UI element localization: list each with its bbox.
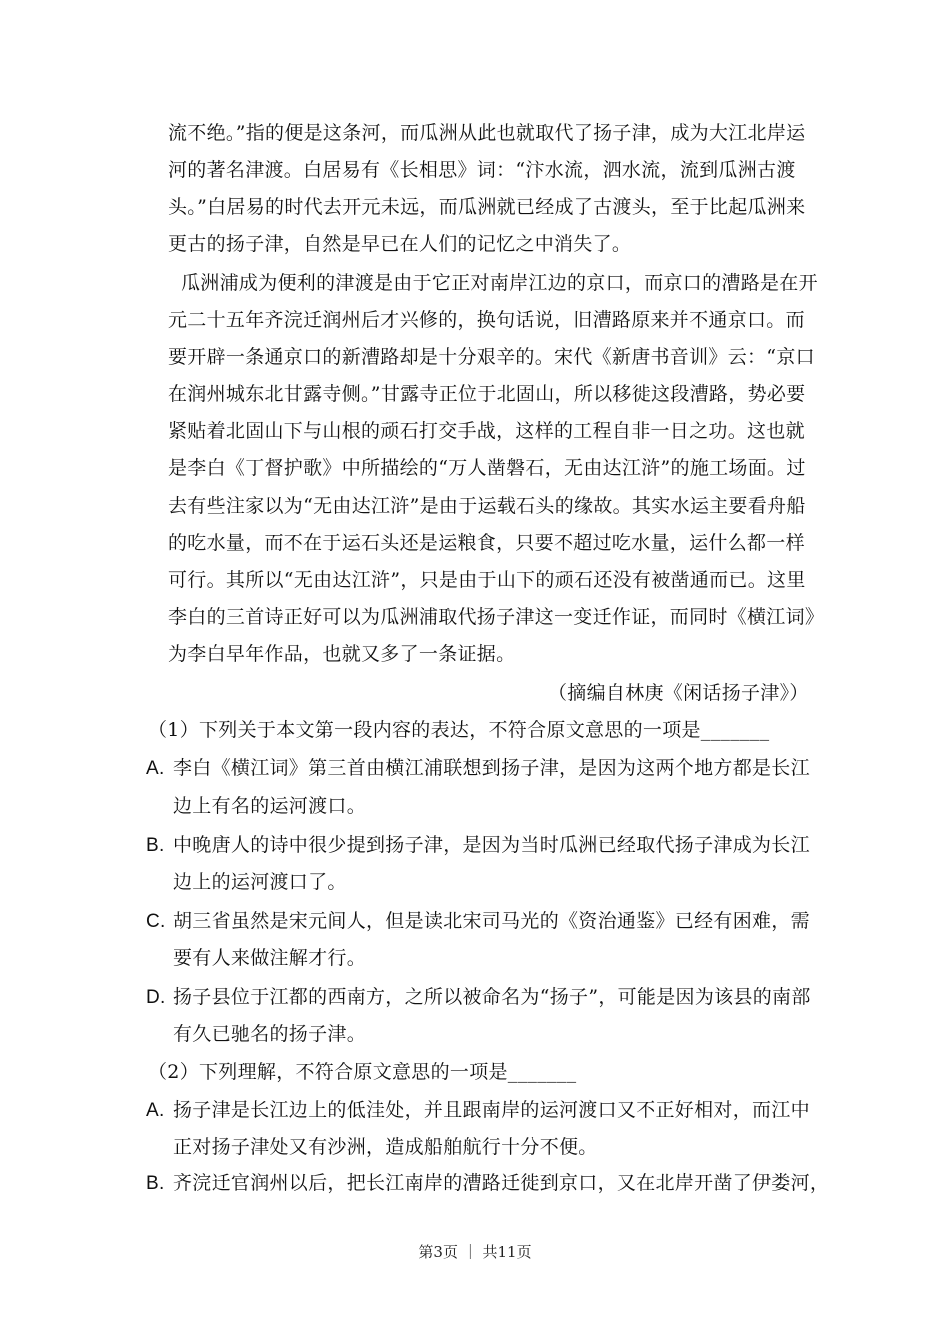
passage-p2-line-11: 为李白早年作品，也就又多了一条证据。: [168, 643, 516, 665]
passage-p2-line-7: 去有些注家以为“无由达江浒”是由于运载石头的缘故。其实水运主要看舟船: [168, 495, 806, 517]
passage-p2-line-10: 李白的三首诗正好可以为瓜洲浦取代扬子津这一变迁作证，而同时《横江词》: [168, 606, 825, 628]
q1-option-d-text-2: 有久已驰名的扬子津。: [173, 1023, 367, 1045]
q1-stem: （1）下列关于本文第一段内容的表达，不符合原文意思的一项是_______: [148, 719, 770, 741]
q1-option-b-text-2: 边上的运河渡口了。: [173, 871, 347, 893]
q1-option-c-text-2: 要有人来做注解才行。: [173, 947, 367, 969]
passage-p2-line-6: 是李白《丁督护歌》中所描绘的“万人凿磐石，无由达江浒”的施工场面。过: [168, 457, 806, 479]
q1-option-a-label: A.: [146, 758, 165, 779]
passage-p2-line-3: 要开辟一条通京口的新漕路却是十分艰辛的。宋代《新唐书音训》云：“京口: [168, 346, 815, 368]
page-footer: 第3页 ｜ 共11页: [418, 1243, 532, 1261]
passage-p1-line-1: 流不绝。”指的便是这条河，而瓜洲从此也就取代了扬子津，成为大江北岸运: [168, 122, 806, 144]
q1-option-c-label: C.: [146, 911, 166, 932]
passage-p2-line-2: 元二十五年齐浣迁润州后才兴修的，换句话说，旧漕路原来并不通京口。而: [168, 309, 805, 331]
passage-p1-line-3: 头。”白居易的时代去开元未远，而瓜洲就已经成了古渡头，至于比起瓜洲来: [168, 196, 806, 218]
passage-p2-line-4: 在润州城东北甘露寺侧。”甘露寺正位于北固山，所以移徙这段漕路，势必要: [168, 383, 806, 405]
q1-option-a-text-2: 边上有名的运河渡口。: [173, 795, 367, 817]
passage-p2-line-9: 可行。其所以“无由达江浒”，只是由于山下的顽石还没有被凿通而已。这里: [168, 569, 806, 591]
q2-option-a-label: A.: [146, 1100, 165, 1121]
q1-option-c-text-1: 胡三省虽然是宋元间人，但是读北宋司马光的《资治通鉴》已经有困难，需: [173, 910, 810, 932]
q1-option-b-label: B.: [146, 835, 165, 856]
q1-option-b-text-1: 中晚唐人的诗中很少提到扬子津，是因为当时瓜洲已经取代扬子津成为长江: [173, 834, 810, 856]
q2-option-a-text-2: 正对扬子津处又有沙洲，造成船舶航行十分不便。: [173, 1136, 598, 1158]
q2-option-a-text-1: 扬子津是长江边上的低洼处，并且跟南岸的运河渡口又不正好相对，而江中: [173, 1099, 810, 1121]
passage-p2-line-5: 紧贴着北固山下与山根的顽石打交手战，这样的工程自非一日之功。这也就: [168, 420, 805, 442]
q2-option-b-label: B.: [146, 1173, 165, 1194]
q1-option-d-label: D.: [146, 987, 166, 1008]
passage-p2-line-8: 的吃水量，而不在于运石头还是运粮食，只要不超过吃水量，运什么都一样: [168, 532, 805, 554]
q2-option-b-text-1: 齐浣迁官润州以后，把长江南岸的漕路迁徙到京口，又在北岸开凿了伊娄河，: [173, 1172, 830, 1194]
passage-p1-line-4: 更古的扬子津，自然是早已在人们的记忆之中消失了。: [168, 233, 632, 255]
q1-option-a-text-1: 李白《横江词》第三首由横江浦联想到扬子津，是因为这两个地方都是长江: [173, 757, 810, 779]
passage-p1-line-2: 河的著名津渡。白居易有《长相思》词：“汴水流，泗水流，流到瓜洲古渡: [168, 159, 796, 181]
q1-option-d-text-1: 扬子县位于江都的西南方，之所以被命名为“扬子”，可能是因为该县的南部: [173, 986, 811, 1008]
passage-p2-line-1: 瓜洲浦成为便利的津渡是由于它正对南岸江边的京口，而京口的漕路是在开: [181, 272, 818, 294]
q2-stem: （2）下列理解，不符合原文意思的一项是_______: [148, 1061, 577, 1083]
passage-source: （摘编自林庚《闲话扬子津》）: [548, 682, 809, 704]
